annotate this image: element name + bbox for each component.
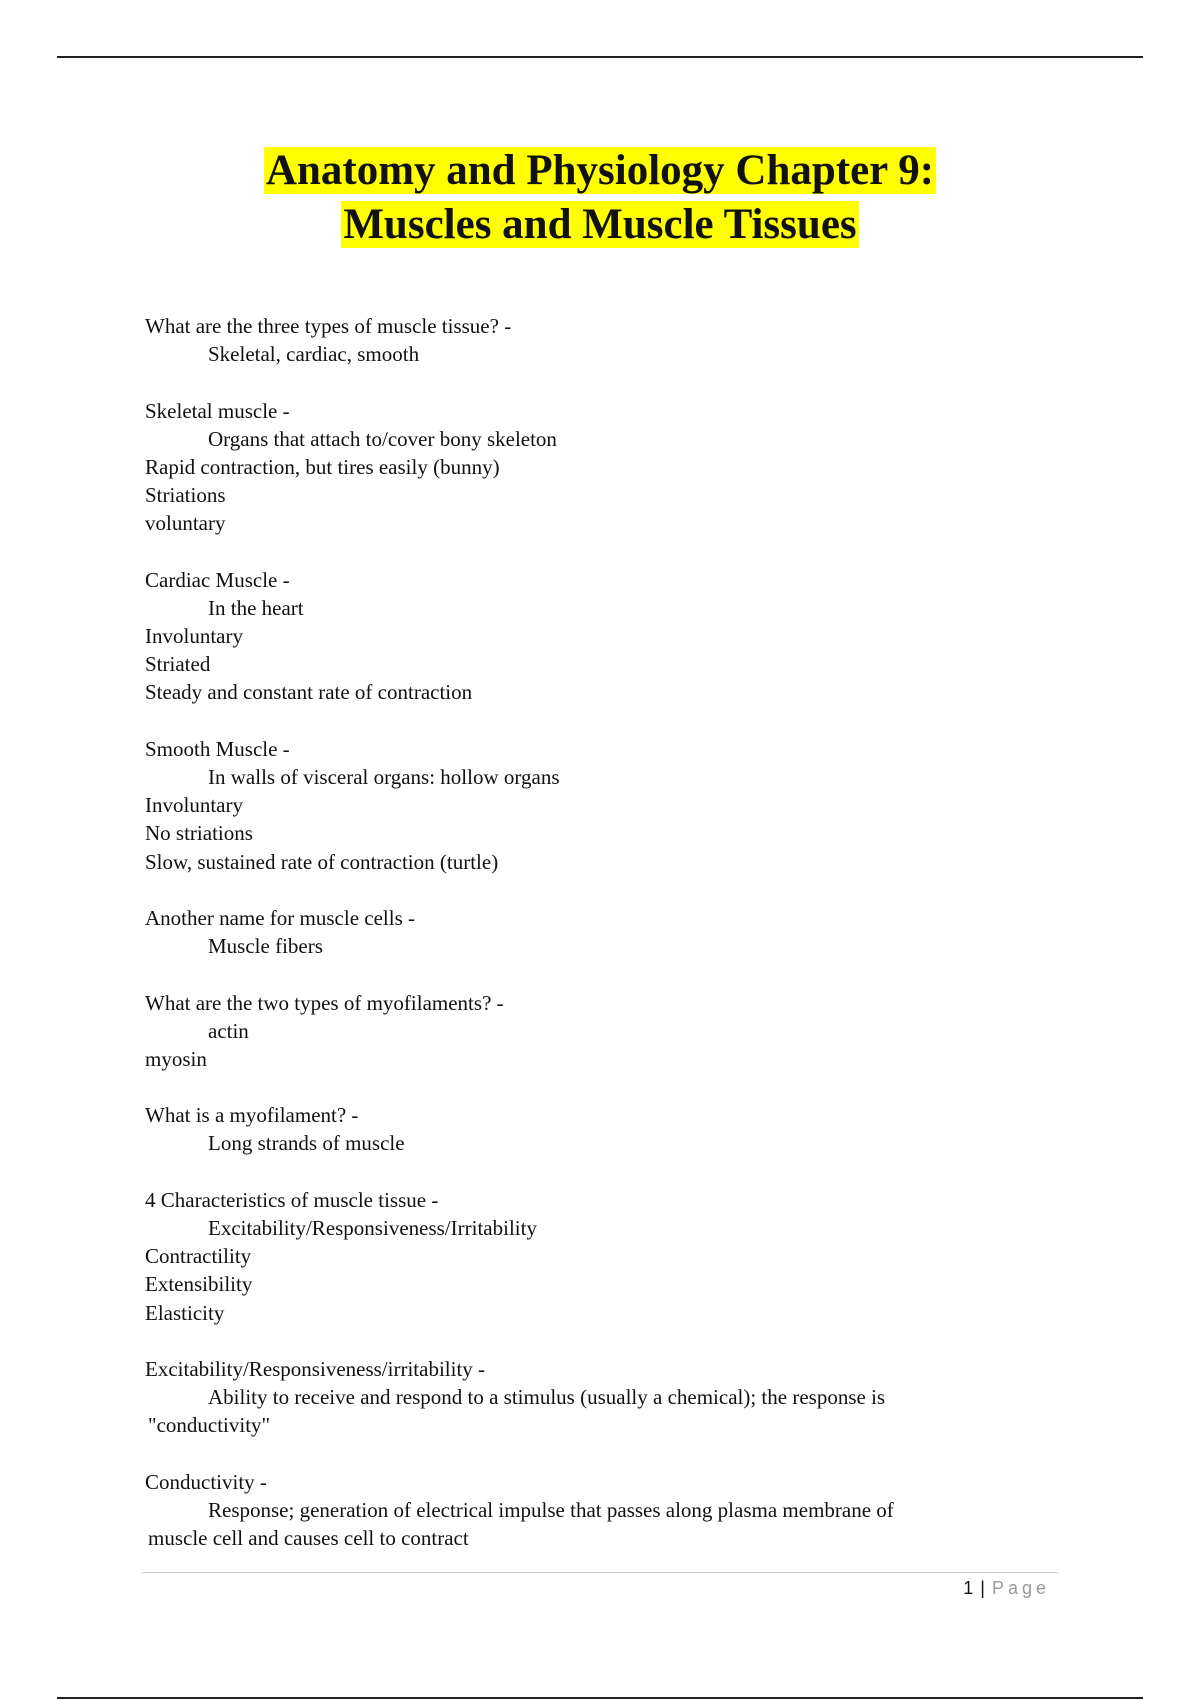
flashcard-answer-line: Muscle fibers	[208, 934, 323, 959]
flashcard-answer-line: Response; generation of electrical impulse that passes along plasma membrane of	[208, 1497, 894, 1522]
flashcard-line: Elasticity	[145, 1300, 225, 1325]
flashcard-line: Involuntary	[145, 624, 243, 649]
top-rule	[57, 56, 1143, 58]
flashcard-line: What are the two types of myofilaments? -	[145, 990, 504, 1015]
flashcard-line: Extensibility	[145, 1272, 253, 1297]
flashcard-line: What are the three types of muscle tissue? -	[145, 314, 512, 338]
flashcard-line: myosin	[145, 1046, 207, 1071]
title-line-2: Muscles and Muscle Tissues	[343, 201, 857, 248]
footer-divider	[142, 1572, 1058, 1573]
document-body	[145, 312, 1045, 1552]
blank-line	[145, 960, 1045, 988]
blank-line	[145, 368, 1045, 396]
flashcard-line: Excitability/Responsiveness/irritability -	[145, 1356, 486, 1381]
flashcard-line: voluntary	[145, 511, 226, 536]
flashcard-line: Conductivity -	[145, 1469, 267, 1494]
bottom-rule	[57, 1697, 1143, 1699]
flashcard-answer-line: Excitability/Responsiveness/Irritability	[208, 1216, 537, 1240]
document-title	[0, 144, 1200, 252]
flashcard-answer-line: "conductivity"	[148, 1413, 271, 1438]
flashcard-answer-line: Skeletal, cardiac, smooth	[208, 342, 420, 367]
blank-line	[145, 876, 1045, 904]
blank-line	[145, 538, 1045, 566]
flashcard-line: Contractility	[145, 1244, 252, 1269]
flashcard-line: Striations	[145, 483, 226, 508]
blank-line	[145, 1073, 1045, 1101]
flashcard-line: What is a myofilament? -	[145, 1103, 359, 1128]
flashcard-answer-line: Organs that attach to/cover bony skeleton	[208, 426, 557, 451]
flashcard-line: Striated	[145, 652, 211, 677]
page-number: 1	[963, 1578, 975, 1598]
flashcard-answer-line: muscle cell and causes cell to contract	[148, 1526, 469, 1551]
blank-line	[145, 707, 1045, 735]
flashcard-line: 4 Characteristics of muscle tissue -	[145, 1187, 439, 1212]
flashcard-line: Cardiac Muscle -	[145, 567, 290, 592]
blank-line	[145, 1327, 1045, 1355]
blank-line	[145, 1158, 1045, 1186]
flashcard-line: Smooth Muscle -	[145, 736, 290, 761]
title-line-1: Anatomy and Physiology Chapter 9:	[265, 147, 935, 194]
flashcard-line: No striations	[145, 821, 253, 846]
blank-line	[145, 1440, 1045, 1468]
flashcard-answer-line: Long strands of muscle	[208, 1131, 405, 1156]
flashcard-line: Another name for muscle cells -	[145, 905, 415, 930]
page-footer	[963, 1578, 1050, 1599]
flashcard-answer-line: actin	[208, 1018, 249, 1043]
page-label: Page	[991, 1578, 1050, 1598]
flashcard-line: Rapid contraction, but tires easily (bunny)	[145, 454, 500, 479]
flashcard-answer-line: Ability to receive and respond to a stimulus (usually a chemical); the response is	[208, 1385, 886, 1410]
flashcard-line: Skeletal muscle -	[145, 398, 290, 423]
flashcard-line: Slow, sustained rate of contraction (turtle)	[145, 849, 499, 874]
footer-separator: |	[980, 1578, 986, 1598]
flashcard-line: Steady and constant rate of contraction	[145, 680, 473, 705]
flashcard-answer-line: In the heart	[208, 595, 304, 620]
flashcard-answer-line: In walls of visceral organs: hollow organs	[208, 765, 560, 789]
flashcard-line: Involuntary	[145, 793, 243, 818]
